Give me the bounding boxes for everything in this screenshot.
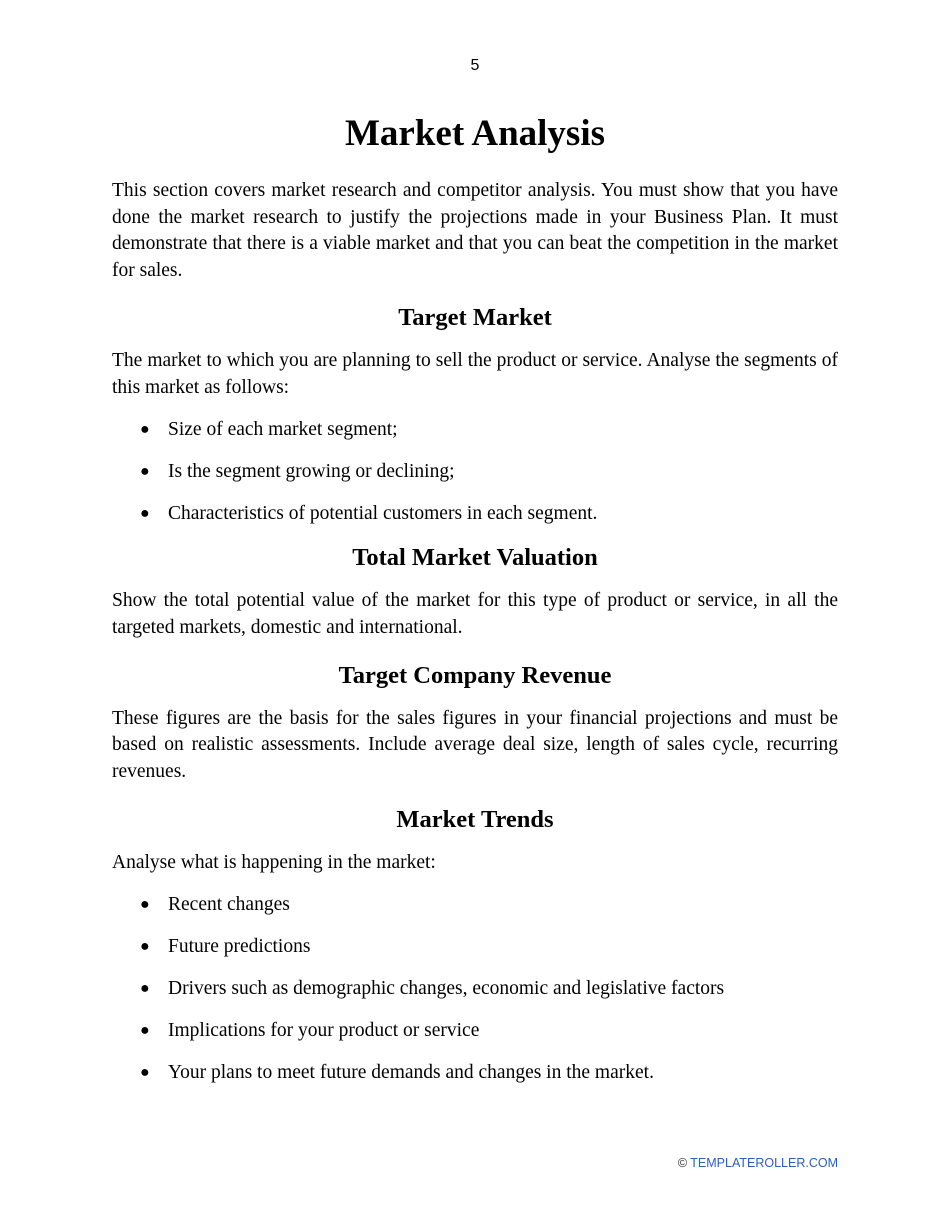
list-item-text: Size of each market segment; [168, 419, 398, 441]
copyright-icon: © [677, 1156, 688, 1170]
list-item [112, 459, 838, 485]
document-body [112, 112, 838, 1086]
bullet-icon: ● [140, 938, 150, 956]
list-item [112, 892, 838, 918]
bullet-icon: ● [140, 505, 150, 523]
target-company-revenue-paragraph: These figures are the basis for the sales figures in your financial projections and must be based on realistic assessments. Include average deal size, length of sales cycle, recurring revenues. [112, 707, 838, 783]
page-title: Market Analysis [344, 113, 606, 154]
list-item [112, 976, 838, 1002]
list-item-text: Implications for your product or service [168, 1020, 480, 1042]
heading-market-trends: Market Trends [396, 805, 554, 833]
list-item-text: Drivers such as demographic changes, economic and legislative factors [168, 978, 725, 1000]
list-item-text: Future predictions [168, 936, 311, 958]
market-trends-list [112, 892, 838, 1086]
bullet-icon: ● [140, 421, 150, 439]
bullet-icon: ● [140, 1064, 150, 1082]
target-market-paragraph: The market to which you are planning to sell the product or service. Analyse the segments of this market as follows: [112, 349, 838, 398]
list-item-text: Characteristics of potential customers in each segment. [168, 503, 598, 525]
bullet-icon: ● [140, 1022, 150, 1040]
list-item-text: Your plans to meet future demands and changes in the market. [168, 1062, 654, 1084]
list-item-text: Is the segment growing or declining; [168, 461, 455, 483]
templateroller-link[interactable]: TEMPLATEROLLER.COM [690, 1156, 838, 1170]
bullet-icon: ● [140, 463, 150, 481]
list-item-text: Recent changes [168, 894, 290, 916]
list-item [112, 1060, 838, 1086]
market-trends-paragraph: Analyse what is happening in the market: [112, 851, 436, 873]
list-item [112, 1018, 838, 1044]
bullet-icon: ● [140, 980, 150, 998]
list-item [112, 934, 838, 960]
page-number: 5 [470, 57, 480, 74]
target-market-list [112, 417, 838, 527]
list-item [112, 501, 838, 527]
bullet-icon: ● [140, 896, 150, 914]
heading-total-market-valuation: Total Market Valuation [352, 544, 598, 572]
intro-paragraph: This section covers market research and competitor analysis. You must show that you have done the market research to justify the projections made in your Business Plan. It must demonstrate that there is a viable market and that you can beat the competition in the market for sales. [112, 180, 838, 282]
heading-target-company-revenue: Target Company Revenue [338, 661, 612, 689]
list-item [112, 417, 838, 443]
heading-target-market: Target Market [398, 303, 552, 331]
total-market-valuation-paragraph: Show the total potential value of the market for this type of product or service, in all the targeted markets, domestic and international. [112, 590, 838, 638]
footer-credit [678, 1155, 838, 1171]
